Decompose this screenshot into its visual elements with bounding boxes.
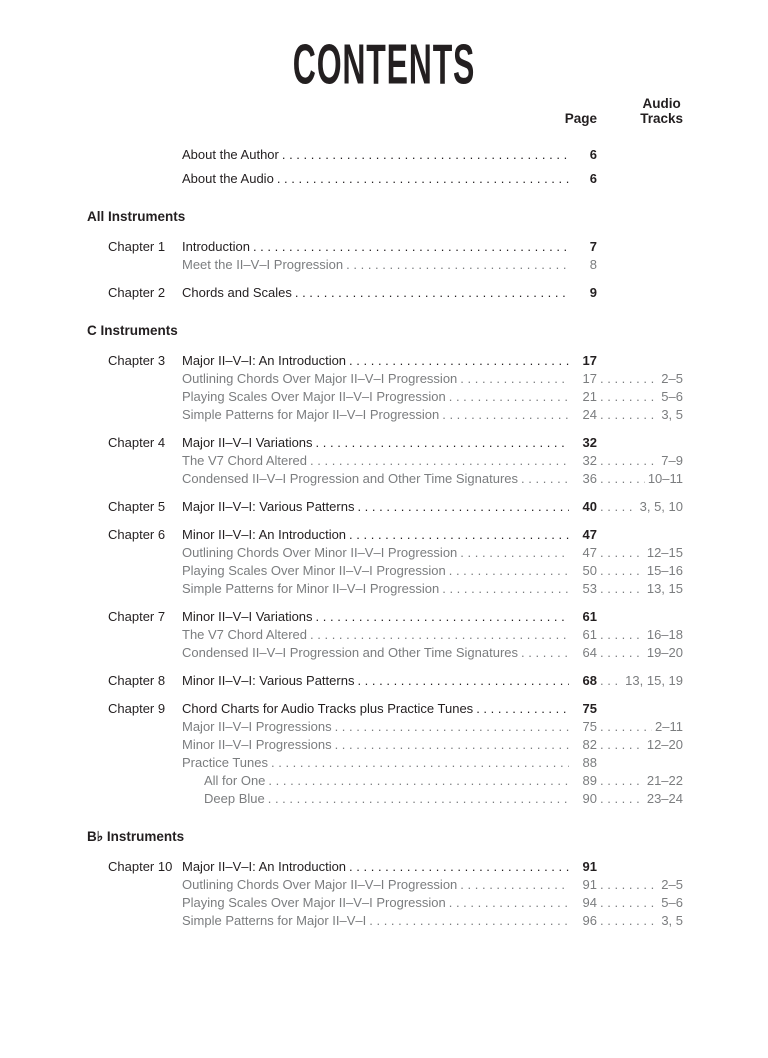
page-number: 6 (589, 147, 597, 162)
chapter-label: Chapter 8 (108, 673, 166, 688)
toc-entry-line (182, 858, 683, 876)
toc-entry-line (182, 644, 683, 662)
toc-entry-line (182, 754, 683, 772)
audio-tracks-column-header (640, 96, 683, 126)
dot-leader (597, 370, 658, 388)
page-title: CONTENTS (292, 34, 476, 97)
dot-leader (346, 256, 569, 274)
dot-leader (597, 894, 658, 912)
chapter-label: Chapter 1 (108, 239, 166, 254)
toc-entry-line (182, 284, 683, 302)
dot-leader (597, 562, 644, 580)
toc-entry-line (182, 146, 683, 164)
page-number: 9 (589, 285, 597, 300)
dot-leader (449, 388, 569, 406)
dot-leader (597, 876, 658, 894)
toc-entry (108, 580, 683, 598)
dot-leader (357, 672, 569, 690)
dot-leader (310, 452, 569, 470)
dot-leader (597, 736, 644, 754)
toc-entry (108, 562, 683, 580)
entry-title: Playing Scales Over Major II–V–I Progression (182, 895, 446, 910)
toc-entry-line (182, 452, 683, 470)
dot-leader (460, 544, 569, 562)
audio-tracks-zone (597, 790, 683, 808)
toc-entry-line (182, 434, 683, 452)
chapter-group (0, 284, 768, 302)
dot-leader (597, 406, 658, 424)
page-number: 24 (582, 407, 597, 422)
chapter-group (0, 352, 768, 424)
toc-list (0, 146, 768, 930)
audio-tracks: 3, 5 (661, 913, 683, 928)
dot-leader (316, 608, 569, 626)
dot-leader (282, 146, 569, 164)
dot-leader (521, 644, 569, 662)
chapter-label: Chapter 3 (108, 353, 166, 368)
toc-entry-line (182, 718, 683, 736)
toc-entry (108, 772, 683, 790)
chapter-group (0, 434, 768, 488)
page-number: 53 (582, 581, 597, 596)
toc-entry-line (182, 238, 683, 256)
entry-title: Simple Patterns for Minor II–V–I Progression (182, 581, 440, 596)
entry-title: Minor II–V–I Variations (182, 609, 313, 624)
audio-tracks-zone (597, 452, 683, 470)
toc-entry (108, 700, 683, 718)
entry-title: Deep Blue (204, 791, 265, 806)
dot-leader (295, 284, 569, 302)
entry-title: Minor II–V–I Progressions (182, 737, 332, 752)
audio-tracks: 12–20 (646, 737, 683, 752)
entry-title: Major II–V–I Progressions (182, 719, 332, 734)
front-matter (0, 146, 768, 188)
toc-entry (108, 718, 683, 736)
dot-leader (349, 352, 569, 370)
page-number: 36 (582, 471, 597, 486)
page-number: 96 (582, 913, 597, 928)
page-number: 88 (582, 755, 597, 770)
page-number: 17 (582, 353, 597, 368)
toc-entry (108, 256, 683, 274)
page-number: 75 (582, 719, 597, 734)
toc-entry (108, 672, 683, 690)
audio-tracks: 16–18 (646, 627, 683, 642)
entry-title: About the Audio (182, 171, 274, 186)
dot-leader (597, 388, 658, 406)
audio-tracks-zone (597, 736, 683, 754)
dot-leader (597, 912, 658, 930)
toc-entry (108, 370, 683, 388)
audio-tracks-zone (597, 388, 683, 406)
toc-entry-line (182, 790, 683, 808)
toc-entry-line (182, 580, 683, 598)
page-number: 64 (582, 645, 597, 660)
toc-entry-line (182, 544, 683, 562)
entry-title: Simple Patterns for Major II–V–I (182, 913, 367, 928)
audio-tracks-zone (597, 626, 683, 644)
audio-tracks-zone (597, 544, 683, 562)
page-number: 68 (582, 673, 597, 688)
dot-leader (597, 772, 644, 790)
toc-entry-line (182, 388, 683, 406)
audio-tracks: 15–16 (646, 563, 683, 578)
dot-leader (268, 790, 569, 808)
toc-entry (108, 858, 683, 876)
toc-entry (108, 876, 683, 894)
audio-tracks: 23–24 (646, 791, 683, 806)
chapter-label: Chapter 9 (108, 701, 166, 716)
section-heading: All Instruments (87, 209, 186, 224)
entry-title: Simple Patterns for Major II–V–I Progression (182, 407, 440, 422)
chapter-group (0, 238, 768, 274)
audio-tracks-zone (597, 498, 683, 516)
toc-entry-line (182, 470, 683, 488)
chapter-group (0, 858, 768, 930)
dot-leader (271, 754, 569, 772)
entry-title: Outlining Chords Over Major II–V–I Progression (182, 877, 458, 892)
page-column-header: Page (564, 111, 597, 126)
toc-entry-line (182, 256, 683, 274)
toc-entry-line (182, 370, 683, 388)
column-headers (0, 92, 768, 126)
entry-title: About the Author (182, 147, 279, 162)
entry-title: Practice Tunes (182, 755, 268, 770)
audio-tracks: 7–9 (661, 453, 683, 468)
toc-entry-line (182, 608, 683, 626)
toc-entry-line (182, 700, 683, 718)
toc-entry-line (182, 170, 683, 188)
toc-entry-line (182, 672, 683, 690)
audio-tracks-zone (597, 772, 683, 790)
toc-entry (108, 388, 683, 406)
toc-entry (108, 284, 683, 302)
chapter-group (0, 526, 768, 598)
toc-entry (108, 452, 683, 470)
page-number: 40 (582, 499, 597, 514)
page-number: 82 (582, 737, 597, 752)
dot-leader (449, 894, 569, 912)
dot-leader (597, 498, 637, 516)
entry-title: Condensed II–V–I Progression and Other Time Signatures (182, 645, 519, 660)
audio-tracks: 2–11 (655, 719, 683, 734)
chapter-label: Chapter 10 (108, 859, 173, 874)
entry-title: Chord Charts for Audio Tracks plus Practice Tunes (182, 701, 474, 716)
toc-entry-line (182, 894, 683, 912)
toc-entry (108, 146, 683, 164)
chapter-label: Chapter 2 (108, 285, 166, 300)
title-area (0, 34, 768, 97)
toc-entry-line (182, 526, 683, 544)
toc-entry (108, 608, 683, 626)
chapter-group (0, 498, 768, 516)
audio-tracks-zone (597, 644, 683, 662)
chapter-label: Chapter 5 (108, 499, 166, 514)
toc-entry (108, 894, 683, 912)
audio-tracks: 13, 15 (646, 581, 683, 596)
toc-entry-line (182, 498, 683, 516)
entry-title: Outlining Chords Over Major II–V–I Progression (182, 371, 458, 386)
entry-title: Playing Scales Over Major II–V–I Progression (182, 389, 446, 404)
toc-entry (108, 626, 683, 644)
contents-page (0, 34, 768, 1058)
dot-leader (357, 498, 569, 516)
page-number: 89 (582, 773, 597, 788)
toc-entry-line (182, 406, 683, 424)
toc-entry (108, 644, 683, 662)
dot-leader (316, 434, 569, 452)
chapter-label: Chapter 4 (108, 435, 166, 450)
section-chapters (0, 238, 768, 302)
toc-entry (108, 736, 683, 754)
dot-leader (442, 580, 569, 598)
dot-leader (369, 912, 569, 930)
toc-entry (108, 544, 683, 562)
audio-tracks-zone (597, 718, 683, 736)
page-number: 61 (582, 627, 597, 642)
page-number: 6 (589, 171, 597, 186)
toc-entry (108, 526, 683, 544)
entry-title: All for One (204, 773, 266, 788)
toc-entry-line (182, 352, 683, 370)
dot-leader (253, 238, 569, 256)
entry-title: Minor II–V–I: An Introduction (182, 527, 347, 542)
dot-leader (597, 470, 645, 488)
page-number: 50 (582, 563, 597, 578)
page-number: 47 (582, 545, 597, 560)
page-number: 32 (582, 453, 597, 468)
audio-tracks: 5–6 (661, 895, 683, 910)
audio-tracks: 3, 5 (661, 407, 683, 422)
toc-entry (108, 238, 683, 256)
toc-entry (108, 498, 683, 516)
section-chapters (0, 858, 768, 930)
dot-leader (449, 562, 569, 580)
audio-tracks-zone (597, 562, 683, 580)
section-chapters (0, 352, 768, 808)
dot-leader (597, 672, 622, 690)
entry-title: Major II–V–I: An Introduction (182, 859, 347, 874)
section-heading: B♭ Instruments (87, 829, 185, 844)
audio-tracks: 2–5 (661, 371, 683, 386)
chapter-label: Chapter 7 (108, 609, 166, 624)
page-number: 91 (582, 877, 597, 892)
audio-tracks-zone (597, 370, 683, 388)
toc-entry-line (182, 562, 683, 580)
entry-title: Playing Scales Over Minor II–V–I Progression (182, 563, 446, 578)
entry-title: Major II–V–I: An Introduction (182, 353, 347, 368)
audio-tracks: 12–15 (646, 545, 683, 560)
audio-tracks-zone (597, 876, 683, 894)
dot-leader (597, 790, 644, 808)
entry-title: Meet the II–V–I Progression (182, 257, 344, 272)
dot-leader (335, 736, 569, 754)
chapter-label: Chapter 6 (108, 527, 166, 542)
entry-title: Chords and Scales (182, 285, 292, 300)
dot-leader (597, 644, 644, 662)
toc-entry (108, 170, 683, 188)
toc-entry (108, 470, 683, 488)
toc-entry-line (182, 876, 683, 894)
toc-entry (108, 406, 683, 424)
dot-leader (349, 526, 569, 544)
audio-tracks: 3, 5, 10 (639, 499, 683, 514)
page-number: 8 (589, 257, 597, 272)
page-number: 75 (582, 701, 597, 716)
chapter-group (0, 608, 768, 662)
entry-title: Condensed II–V–I Progression and Other Time Signatures (182, 471, 519, 486)
dot-leader (476, 700, 569, 718)
dot-leader (268, 772, 569, 790)
dot-leader (277, 170, 569, 188)
audio-tracks-zone (597, 912, 683, 930)
audio-tracks: 21–22 (646, 773, 683, 788)
dot-leader (597, 626, 644, 644)
entry-title: Outlining Chords Over Minor II–V–I Progression (182, 545, 458, 560)
page-number: 7 (589, 239, 597, 254)
toc-entry (108, 912, 683, 930)
dot-leader (597, 718, 652, 736)
entry-title: Major II–V–I: Various Patterns (182, 499, 355, 514)
audio-tracks-zone (597, 406, 683, 424)
audio-tracks: 2–5 (661, 877, 683, 892)
audio-tracks-zone (597, 894, 683, 912)
toc-entry-line (182, 772, 683, 790)
audio-tracks-zone (597, 470, 683, 488)
dot-leader (460, 370, 569, 388)
dot-leader (310, 626, 569, 644)
chapter-group (0, 700, 768, 808)
audio-tracks-header-line1: Audio (642, 96, 681, 111)
dot-leader (349, 858, 569, 876)
dot-leader (597, 452, 658, 470)
entry-title: Major II–V–I Variations (182, 435, 313, 450)
dot-leader (597, 544, 644, 562)
audio-tracks: 19–20 (646, 645, 683, 660)
toc-entry (108, 790, 683, 808)
page-number: 91 (582, 859, 597, 874)
dot-leader (335, 718, 569, 736)
dot-leader (460, 876, 569, 894)
toc-entry (108, 754, 683, 772)
dot-leader (521, 470, 569, 488)
dot-leader (597, 580, 644, 598)
audio-tracks-zone (597, 672, 683, 690)
audio-tracks: 13, 15, 19 (625, 673, 683, 688)
audio-tracks: 5–6 (661, 389, 683, 404)
entry-title: Minor II–V–I: Various Patterns (182, 673, 355, 688)
page-number: 47 (582, 527, 597, 542)
page-number: 32 (582, 435, 597, 450)
toc-entry (108, 434, 683, 452)
entry-title: The V7 Chord Altered (182, 453, 308, 468)
audio-tracks-header-line2: Tracks (640, 111, 683, 126)
toc-entry-line (182, 736, 683, 754)
dot-leader (442, 406, 569, 424)
page-number: 61 (582, 609, 597, 624)
page-number: 90 (582, 791, 597, 806)
section-heading: C Instruments (87, 323, 178, 338)
entry-title: Introduction (182, 239, 250, 254)
audio-tracks: 10–11 (647, 471, 683, 486)
page-number: 21 (582, 389, 597, 404)
page-number: 94 (582, 895, 597, 910)
chapter-group (0, 672, 768, 690)
page-number: 17 (582, 371, 597, 386)
toc-entry-line (182, 912, 683, 930)
entry-title: The V7 Chord Altered (182, 627, 308, 642)
audio-tracks-zone (597, 580, 683, 598)
toc-entry (108, 352, 683, 370)
toc-entry-line (182, 626, 683, 644)
